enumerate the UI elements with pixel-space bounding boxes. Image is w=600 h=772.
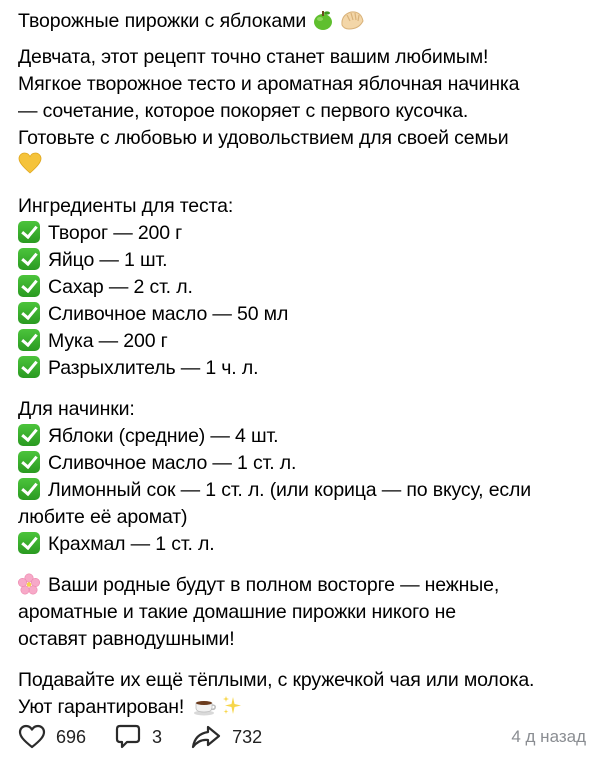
ingredient-item: Яблоки (средние) — 4 шт. xyxy=(18,423,582,450)
intro-line: — сочетание, которое покоряет с первого кусочка. xyxy=(18,100,469,122)
sparkles-icon xyxy=(221,695,243,717)
check-mark-icon xyxy=(18,275,40,297)
dumpling-icon xyxy=(339,9,361,31)
post-title-text: Творожные пирожки с яблоками xyxy=(18,10,307,32)
comment-button[interactable] xyxy=(114,723,162,751)
intro-line: Готовьте с любовью и удовольствием для своей семьи xyxy=(18,127,509,149)
ingredient-item: Крахмал — 1 ст. л. xyxy=(18,531,582,558)
hot-beverage-icon xyxy=(193,695,215,717)
check-mark-icon xyxy=(18,302,40,324)
intro-line: Мягкое творожное тесто и ароматная яблочная начинка xyxy=(18,73,520,95)
filling-heading: Для начинки: xyxy=(18,398,135,420)
like-button[interactable] xyxy=(18,724,86,750)
heart-icon xyxy=(18,724,46,750)
outro-paragraph xyxy=(18,572,582,653)
check-mark-icon xyxy=(18,532,40,554)
ingredient-item: Сливочное масло — 50 мл xyxy=(18,301,582,328)
cherry-blossom-icon xyxy=(18,573,40,595)
check-mark-icon xyxy=(18,248,40,270)
comment-count: 3 xyxy=(152,726,163,747)
outro-line: ароматные и такие домашние пирожки никого не xyxy=(18,601,456,623)
ingredient-item: Мука — 200 г xyxy=(18,328,582,355)
check-mark-icon xyxy=(18,424,40,446)
filling-ingredients xyxy=(18,396,582,558)
share-icon xyxy=(190,724,222,750)
intro-paragraph xyxy=(18,44,582,179)
ingredient-item: Разрыхлитель — 1 ч. л. xyxy=(18,355,582,382)
check-mark-icon xyxy=(18,329,40,351)
ingredient-item: Творог — 200 г xyxy=(18,220,582,247)
check-mark-icon xyxy=(18,478,40,500)
outro-line: Ваши родные будут в полном восторге — нежные, xyxy=(18,572,582,599)
outro-line: оставят равнодушными! xyxy=(18,628,235,650)
ingredient-item: Сливочное масло — 1 ст. л. xyxy=(18,450,582,477)
green-apple-icon xyxy=(312,9,334,31)
check-mark-icon xyxy=(18,356,40,378)
post-timestamp: 4 д назад xyxy=(511,727,586,746)
share-count: 732 xyxy=(232,726,263,747)
check-mark-icon xyxy=(18,221,40,243)
share-button[interactable] xyxy=(190,724,262,750)
post-footer xyxy=(18,722,586,752)
check-mark-icon xyxy=(18,451,40,473)
like-count: 696 xyxy=(56,726,87,747)
serving-paragraph xyxy=(18,667,582,721)
dough-heading: Ингредиенты для теста: xyxy=(18,195,234,217)
yellow-heart-icon xyxy=(18,152,582,179)
serving-line: Подавайте их ещё тёплыми, с кружечкой чая или молока. xyxy=(18,669,535,691)
serving-line: Уют гарантирован! xyxy=(18,694,582,721)
post-title xyxy=(18,6,582,36)
dough-ingredients xyxy=(18,193,582,382)
ingredient-item: Лимонный сок — 1 ст. л. (или корица — по вкусу, если любите её аромат) xyxy=(18,479,531,528)
intro-line: Девчата, этот рецепт точно станет вашим любимым! xyxy=(18,46,489,68)
ingredient-item: Яйцо — 1 шт. xyxy=(18,247,582,274)
ingredient-item: Сахар — 2 ст. л. xyxy=(18,274,582,301)
comment-icon xyxy=(114,723,142,751)
